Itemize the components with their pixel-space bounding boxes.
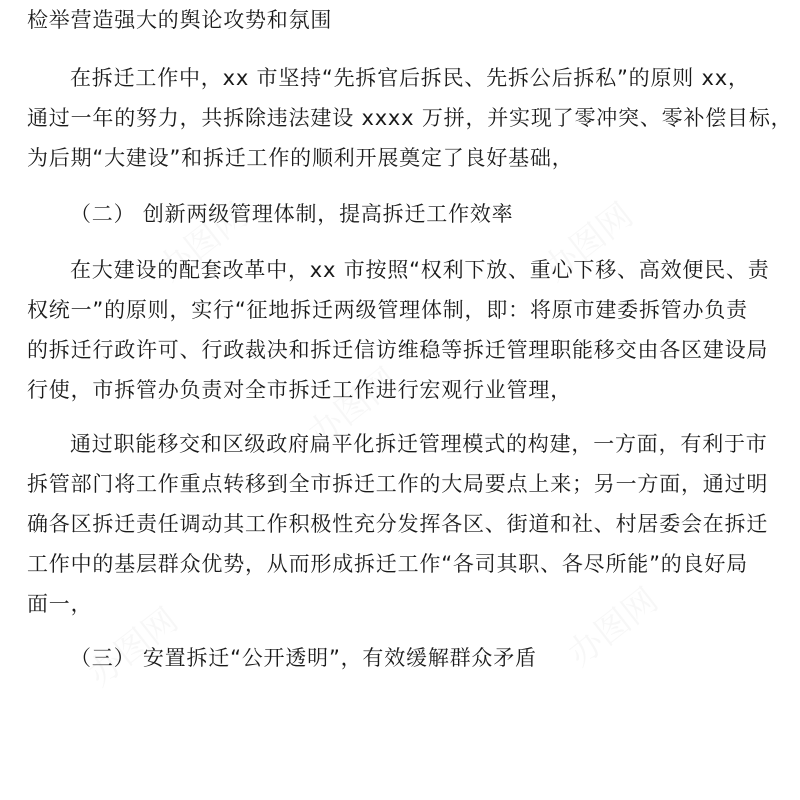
paragraph-line: 为后期“大建设”和拆迁工作的顺利开展奠定了良好基础， [27,146,574,170]
paragraph-line: 检举营造强大的舆论攻势和氛围 [27,8,333,32]
section-heading: （三） 安置拆迁“公开透明”，有效缓解群众矛盾 [70,646,537,670]
paragraph-line: 在大建设的配套改革中，xx 市按照“权利下放、重心下移、高效便民、责 [70,258,770,282]
paragraph-line: 工作中的基层群众优势，从而形成拆迁工作“各司其职、各尽所能”的良好局 [27,552,748,576]
watermark: 办图网 [535,195,641,290]
watermark: 办图网 [300,360,406,455]
paragraph-line: 拆管部门将工作重点转移到全市拆迁工作的大局要点上来；另一方面，通过明 [27,472,769,496]
paragraph-line: 通过一年的努力，共拆除违法建设 xxxx 万拼，并实现了零冲突、零补偿目标， [27,106,793,130]
paragraph-line: 的拆迁行政许可、行政裁决和拆迁信访维稳等拆迁管理职能移交由各区建设局 [27,338,769,362]
paragraph-line: 权统一”的原则，实行“征地拆迁两级管理体制，即：将原市建委拆管办负责 [27,298,748,322]
paragraph-line: 确各区拆迁责任调动其工作积极性充分发挥各区、街道和社、村居委会在拆迁 [27,512,769,536]
paragraph-line: 行使，市拆管办负责对全市拆迁工作进行宏观行业管理， [27,378,572,402]
paragraph-line: 在拆迁工作中，xx 市坚持“先拆官后拆民、先拆公后拆私”的原则 xx， [70,66,750,90]
watermark: 办图网 [80,600,186,695]
watermark: 办图网 [150,195,256,290]
watermark: 办图网 [560,580,666,675]
paragraph-line: 通过职能移交和区级政府扁平化拆迁管理模式的构建，一方面，有利于市 [70,432,768,456]
paragraph-line: 面一， [27,592,93,616]
section-heading: （二） 创新两级管理体制，提高拆迁工作效率 [70,202,514,226]
